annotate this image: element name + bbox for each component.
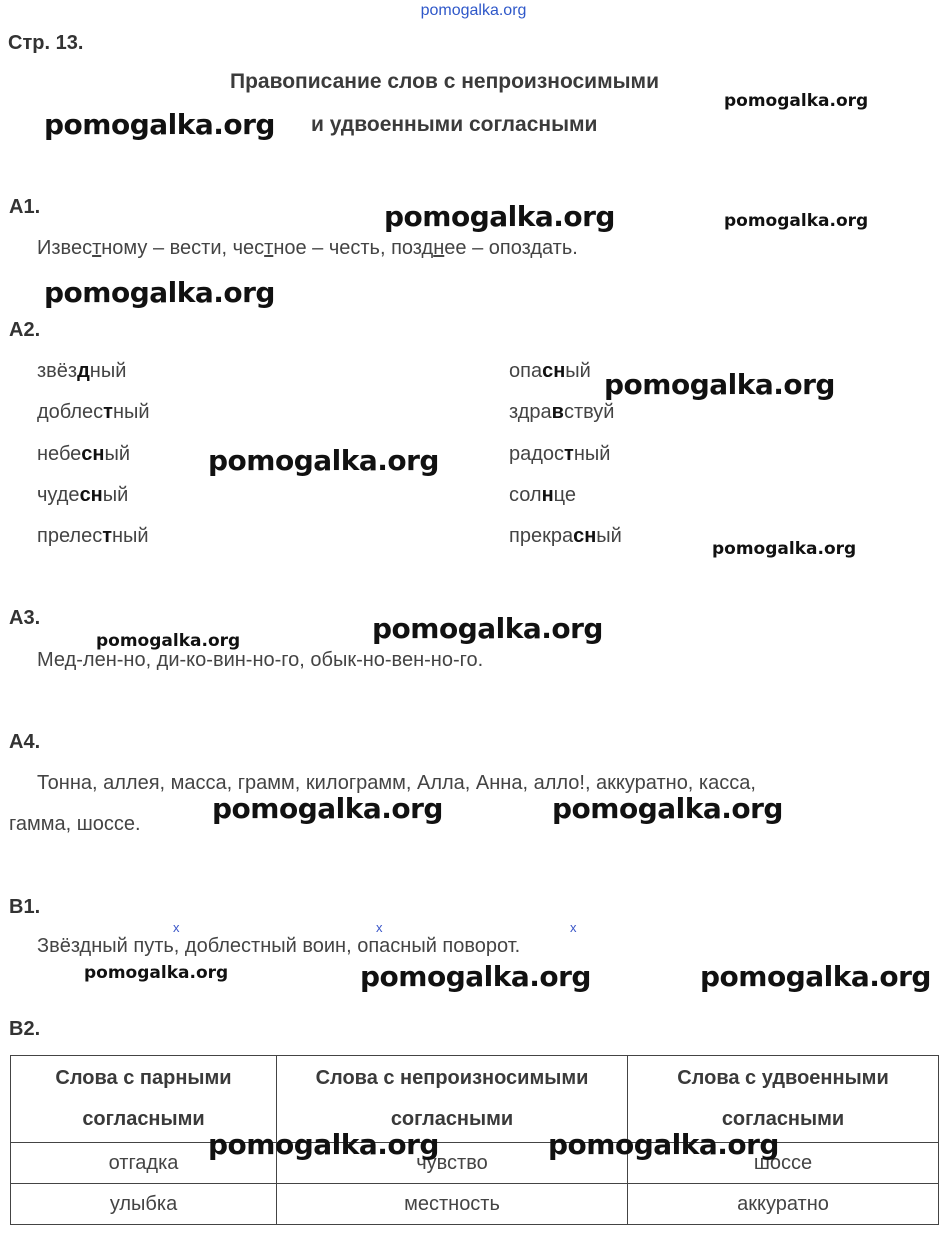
table-row [11, 1184, 939, 1225]
watermark: pomogalka.org [724, 211, 869, 231]
stress-mark-3: x [570, 920, 577, 935]
section-a2-label: А2. [9, 319, 41, 341]
section-a4-line2: гамма, шоссе. [9, 813, 141, 835]
section-a4-label: А4. [9, 731, 41, 753]
watermark: pomogalka.org [604, 368, 835, 401]
table-cell: чувство [277, 1143, 628, 1184]
word-left-2: доблестный [37, 401, 150, 423]
watermark: pomogalka.org [712, 539, 857, 559]
section-a3-label: А3. [9, 607, 41, 629]
word-right-4: солнце [509, 484, 577, 506]
watermark: pomogalka.org [44, 108, 275, 141]
word-left-1: звёздный [37, 360, 127, 382]
section-a4-line1: Тонна, аллея, масса, грамм, килограмм, Алла, Анна, алло!, аккуратно, касса, [37, 772, 756, 794]
word-right-1: опасный [509, 360, 591, 382]
table-cell: аккуратно [628, 1184, 939, 1225]
section-a1-text: Известному – вести, честное – честь, позднее – опоздать. [37, 237, 578, 259]
watermark: pomogalka.org [724, 91, 869, 111]
watermark: pomogalka.org [84, 963, 229, 983]
watermark: pomogalka.org [44, 276, 275, 309]
table-header-cell: Слова с парными согласными [11, 1056, 277, 1143]
watermark: pomogalka.org [548, 1128, 779, 1161]
page-title-line1: Правописание слов с непроизносимыми [230, 70, 659, 93]
watermark: pomogalka.org [208, 1128, 439, 1161]
table-header-cell: Слова с удвоенными согласными [628, 1056, 939, 1143]
watermark: pomogalka.org [360, 960, 591, 993]
page-number: Стр. 13. [8, 32, 84, 54]
watermark: pomogalka.org [700, 960, 931, 993]
table-cell: отгадка [11, 1143, 277, 1184]
word-left-5: прелестный [37, 525, 149, 547]
table-cell: местность [277, 1184, 628, 1225]
stress-mark-1: x [173, 920, 180, 935]
stress-mark-2: x [376, 920, 383, 935]
site-header-link[interactable]: pomogalka.org [420, 2, 527, 19]
watermark: pomogalka.org [208, 444, 439, 477]
section-b1-label: В1. [9, 896, 41, 918]
watermark: pomogalka.org [372, 612, 603, 645]
section-b1-text: Звёздный путь, доблестный воин, опасный поворот. [37, 935, 521, 957]
table-header-cell: Слова с непроизносимыми согласными [277, 1056, 628, 1143]
table-header-row [11, 1056, 939, 1143]
section-a3-text: Мед-лен-но, ди-ко-вин-но-го, обык-но-вен-но-го. [37, 649, 484, 671]
section-b2-label: В2. [9, 1018, 41, 1040]
table-cell: улыбка [11, 1184, 277, 1225]
table-row [11, 1143, 939, 1184]
word-right-2: здравствуй [509, 401, 615, 423]
word-right-3: радостный [509, 443, 611, 465]
watermark: pomogalka.org [212, 792, 443, 825]
watermark: pomogalka.org [552, 792, 783, 825]
watermark: pomogalka.org [384, 200, 615, 233]
consonants-table [10, 1055, 939, 1225]
table-cell: шоссе [628, 1143, 939, 1184]
section-a1-label: А1. [9, 196, 41, 218]
word-left-4: чудесный [37, 484, 129, 506]
word-left-3: небесный [37, 443, 131, 465]
word-right-5: прекрасный [509, 525, 622, 547]
watermark: pomogalka.org [96, 631, 241, 651]
page-title-line2: и удвоенными согласными [311, 113, 598, 136]
